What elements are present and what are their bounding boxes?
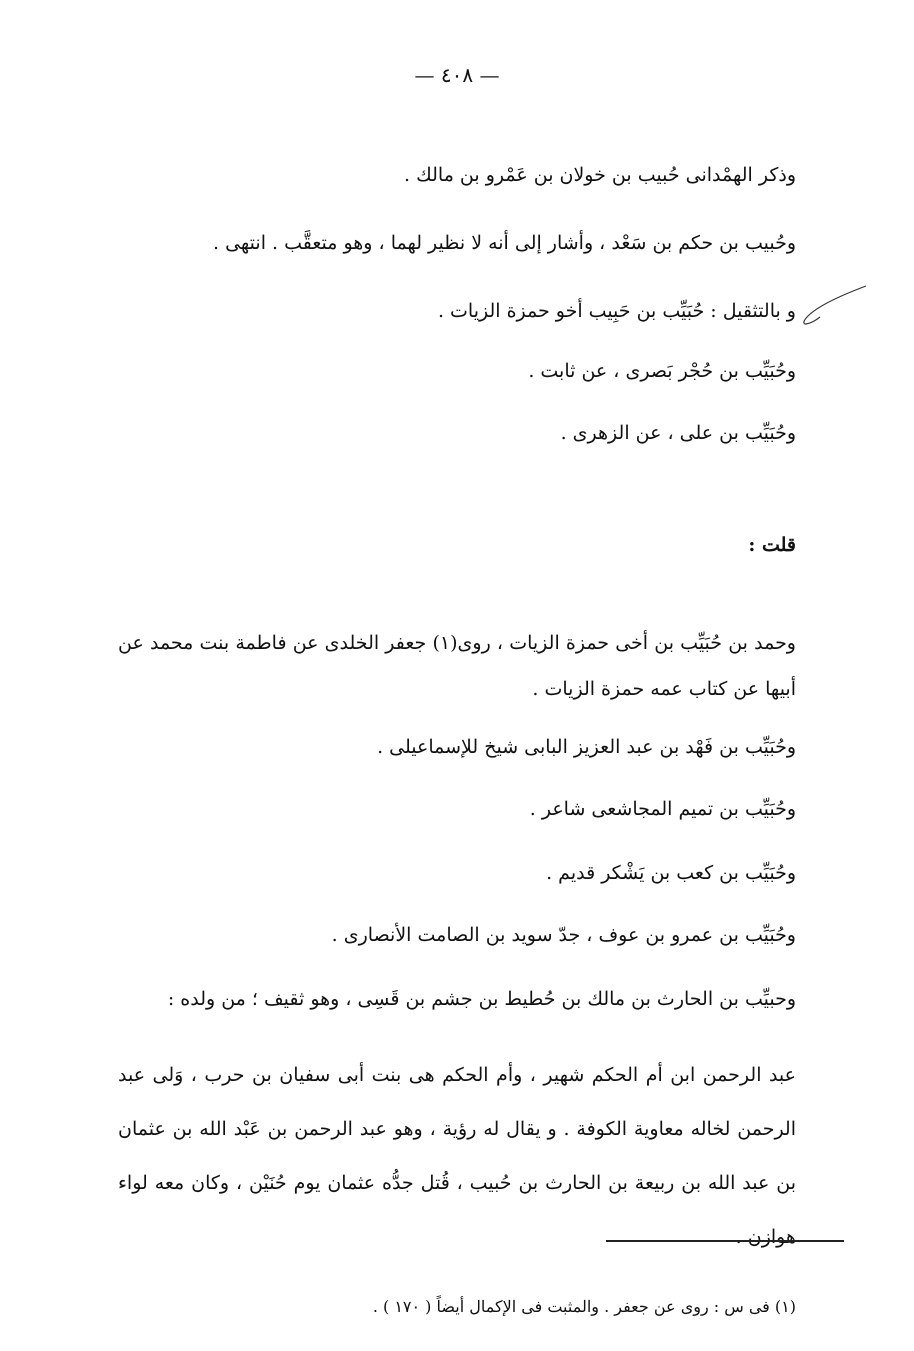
text-line: وحُبَيِّب بن حُجْر بَصرى ، عن ثابت . [528,360,796,382]
footnote-divider [606,1240,844,1242]
footnote: (١) فى س : روى عن جعفر . والمثبت فى الإكمال أيضاً ( ١٧٠ ) . [372,1297,796,1316]
handwritten-margin-mark-icon [790,282,870,332]
paragraph: عبد الرحمن ابن أم الحكم شهير ، وأم الحكم هى بنت أبى سفيان بن حرب ، وَلى عبد الرحمن لخاله معاوية الكوفة . و يقال له رؤية ، وهو عبد الرحمن بن عَبْد الله بن عثمان بن عبد الله بن ربيعة بن الحارث بن حُبيب ، قُتل جدُّه عثمان يوم حُنَيْن ، وكان معه لواء هوازن . [118,1064,796,1248]
text-line: وحُبَيِّب بن عمرو بن عوف ، جدّ سويد بن الصامت الأنصارى . [331,924,796,946]
text-line: وذكر الهمْدانى حُبيب بن خولان بن عَمْرو بن مالك . [404,164,796,186]
text-line: وحُبَيِّب بن تميم المجاشعى شاعر . [529,798,796,820]
text-line: و بالتثقيل : حُبَيِّب بن حَبِيب أخو حمزة الزيات . [437,300,796,322]
paragraph: وحمد بن حُبَيِّب بن أخى حمزة الزيات ، روى(١) جعفر الخلدى عن فاطمة بنت محمد عن أبيها عن كتاب عمه حمزة الزيات . [118,632,796,700]
text-line: وحُبَيِّب بن فَهْد بن عبد العزيز البابى شيخ للإسماعيلى . [377,736,796,758]
page-number: — ٤٠٨ — [414,63,500,87]
section-heading: قلت : [748,534,796,556]
text-line: وحُبيب بن حكم بن سَعْد ، وأشار إلى أنه لا نظير لهما ، وهو متعقَّب . انتهى . [213,232,796,254]
text-line: وحبيِّب بن الحارث بن مالك بن حُطيط بن جشم بن قَسِى ، وهو ثقيف ؛ من ولده : [167,988,796,1010]
text-line: وحُبَيِّب بن على ، عن الزهرى . [560,422,796,444]
text-line: وحُبَيِّب بن كعب بن يَشْكر قديم . [546,862,796,884]
